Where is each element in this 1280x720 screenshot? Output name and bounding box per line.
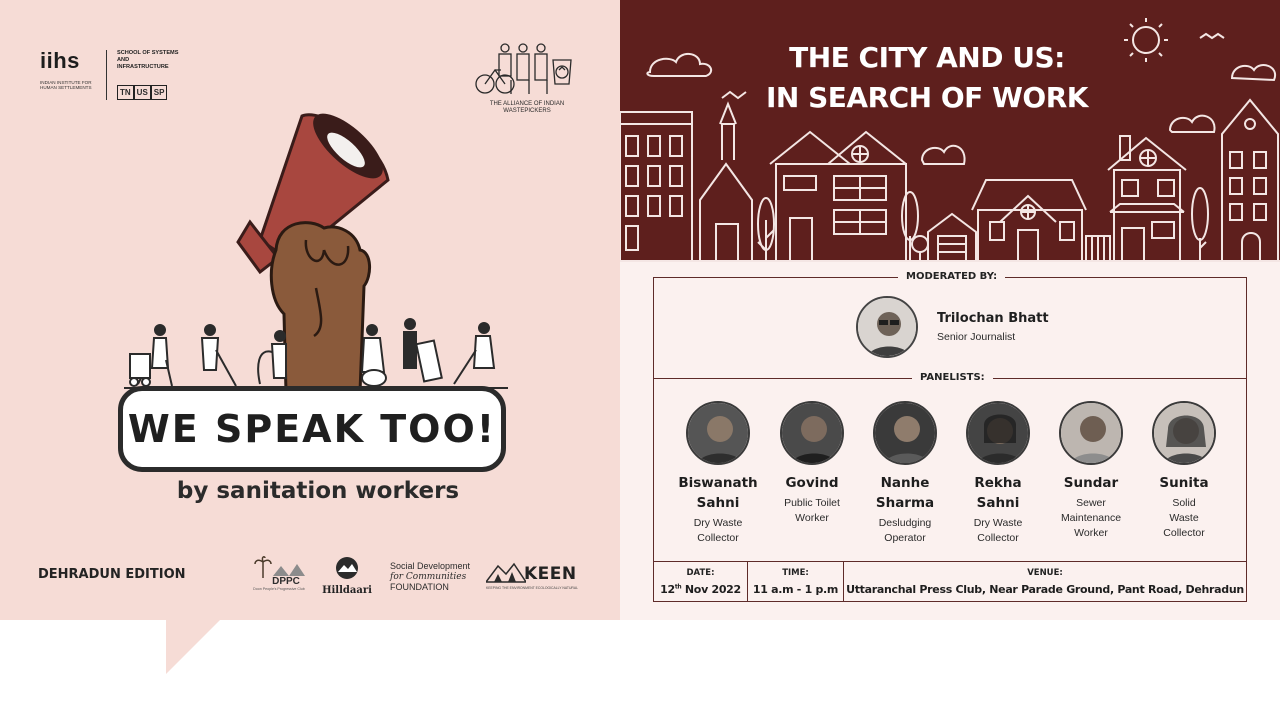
hilldaari-logo: [321, 556, 373, 596]
sdcf-line-3: FOUNDATION: [390, 582, 449, 592]
school-name: SCHOOL OF SYSTEMS AND INFRASTRUCTURE: [117, 50, 179, 70]
venue-label: VENUE:: [1027, 567, 1063, 578]
school-logo: [117, 50, 179, 100]
panelist-photo: [873, 401, 937, 465]
panelist-card: [1045, 401, 1137, 541]
panelist-photo: [1059, 401, 1123, 465]
panelist-role: Solid Waste Collector: [1163, 497, 1205, 539]
moderated-by-label: MODERATED BY:: [898, 271, 1005, 282]
headline-bubble: [118, 386, 506, 472]
panelist-name: Govind: [785, 475, 839, 491]
panelist-photo: [1152, 401, 1216, 465]
panelist-role: Public Toilet Worker: [784, 497, 840, 524]
left-panel: [0, 0, 620, 620]
date-cell: [654, 561, 747, 602]
panelist-name: Rekha Sahni: [974, 475, 1022, 511]
school-tag: SP: [151, 85, 168, 100]
panelists-label: PANELISTS:: [912, 372, 993, 383]
dppc-subtitle: Doon People's Progressive Club: [253, 587, 305, 591]
panelist-photo: [686, 401, 750, 465]
panelist-card: [952, 401, 1044, 546]
keen-subtitle: KEEPING THE ENVIRONMENT ECOLOGICALLY NATURAL: [486, 586, 579, 590]
panelist-card: [672, 401, 764, 546]
person-portrait-icon: [968, 403, 1030, 465]
panelist-card: [766, 401, 858, 526]
panelist-name: Sunita: [1159, 475, 1209, 491]
edition-label: DEHRADUN EDITION: [38, 567, 186, 582]
panelist-role: Sewer Maintenance Worker: [1060, 497, 1122, 539]
time-cell: [748, 561, 843, 602]
dppc-logo: [252, 556, 306, 592]
date-label: DATE:: [686, 567, 715, 578]
sun-icon: [1124, 18, 1168, 62]
panelist-photo: [966, 401, 1030, 465]
sdcf-line-2: for Communities: [390, 572, 467, 582]
aiw-name: THE ALLIANCE OF INDIAN WASTEPICKERS: [489, 101, 565, 114]
right-panel: [620, 0, 1280, 620]
event-title: [742, 38, 1112, 118]
moderator-role: Senior Journalist: [937, 331, 1016, 343]
venue-cell: [844, 561, 1246, 602]
moderator-name: Trilochan Bhatt: [937, 311, 1049, 326]
person-portrait-icon: [875, 403, 937, 465]
school-tags: [117, 85, 179, 100]
time-label: TIME:: [782, 567, 809, 578]
person-portrait-icon: [1154, 403, 1216, 465]
panelist-card: [1138, 401, 1230, 541]
speech-bubble-tail: [166, 618, 222, 674]
iihs-logo-word: iihs: [40, 48, 80, 73]
panelist-name: Sundar: [1063, 475, 1119, 491]
event-title-line-1: THE CITY AND US:: [789, 41, 1065, 74]
panelist-photo: [780, 401, 844, 465]
wastepickers-illustration-icon: [471, 40, 583, 96]
panelist-card: [859, 401, 951, 546]
logo-divider: [106, 50, 107, 100]
event-title-line-2: IN SEARCH OF WORK: [766, 81, 1088, 114]
iihs-logo: [40, 50, 102, 91]
mountain-trees-icon: [486, 560, 526, 584]
moderator-photo: [856, 296, 918, 358]
sdcf-logo: [390, 561, 470, 592]
megaphone-fist-illustration: [110, 100, 530, 400]
iihs-full-name: INDIAN INSTITUTE FOR HUMAN SETTLEMENTS: [40, 80, 92, 91]
panelists-list: [672, 401, 1232, 551]
hilldaari-name: Hilldaari: [322, 585, 372, 596]
panelist-role: Dry Waste Collector: [693, 517, 743, 544]
panelist-role: Desludging Operator: [878, 517, 932, 544]
panelist-name: Biswanath Sahni: [678, 475, 758, 511]
byline: by sanitation workers: [176, 478, 460, 504]
school-tag: TN: [117, 85, 134, 100]
keen-name: KEEN: [524, 564, 577, 584]
time-value: 11 a.m - 1 p.m: [752, 582, 839, 596]
headline: WE SPEAK TOO!: [127, 407, 497, 451]
iihs-logo-block: [40, 50, 179, 100]
palm-tree-icon: [253, 556, 305, 578]
person-portrait-icon: [1061, 403, 1123, 465]
sdcf-line-1: Social Development: [390, 561, 471, 571]
school-tag: US: [134, 85, 151, 100]
person-portrait-icon: [688, 403, 750, 465]
city-banner: [620, 0, 1280, 262]
dppc-name: DPPC: [272, 576, 300, 587]
venue-value: Uttaranchal Press Club, Near Parade Ground, Pant Road, Dehradun: [846, 582, 1244, 596]
panelist-role: Dry Waste Collector: [973, 517, 1023, 544]
mountain-circle-icon: [334, 556, 360, 580]
panelist-name: Nanhe Sharma: [875, 475, 935, 511]
person-portrait-icon: [782, 403, 844, 465]
date-value: 12th Nov 2022: [660, 582, 741, 596]
